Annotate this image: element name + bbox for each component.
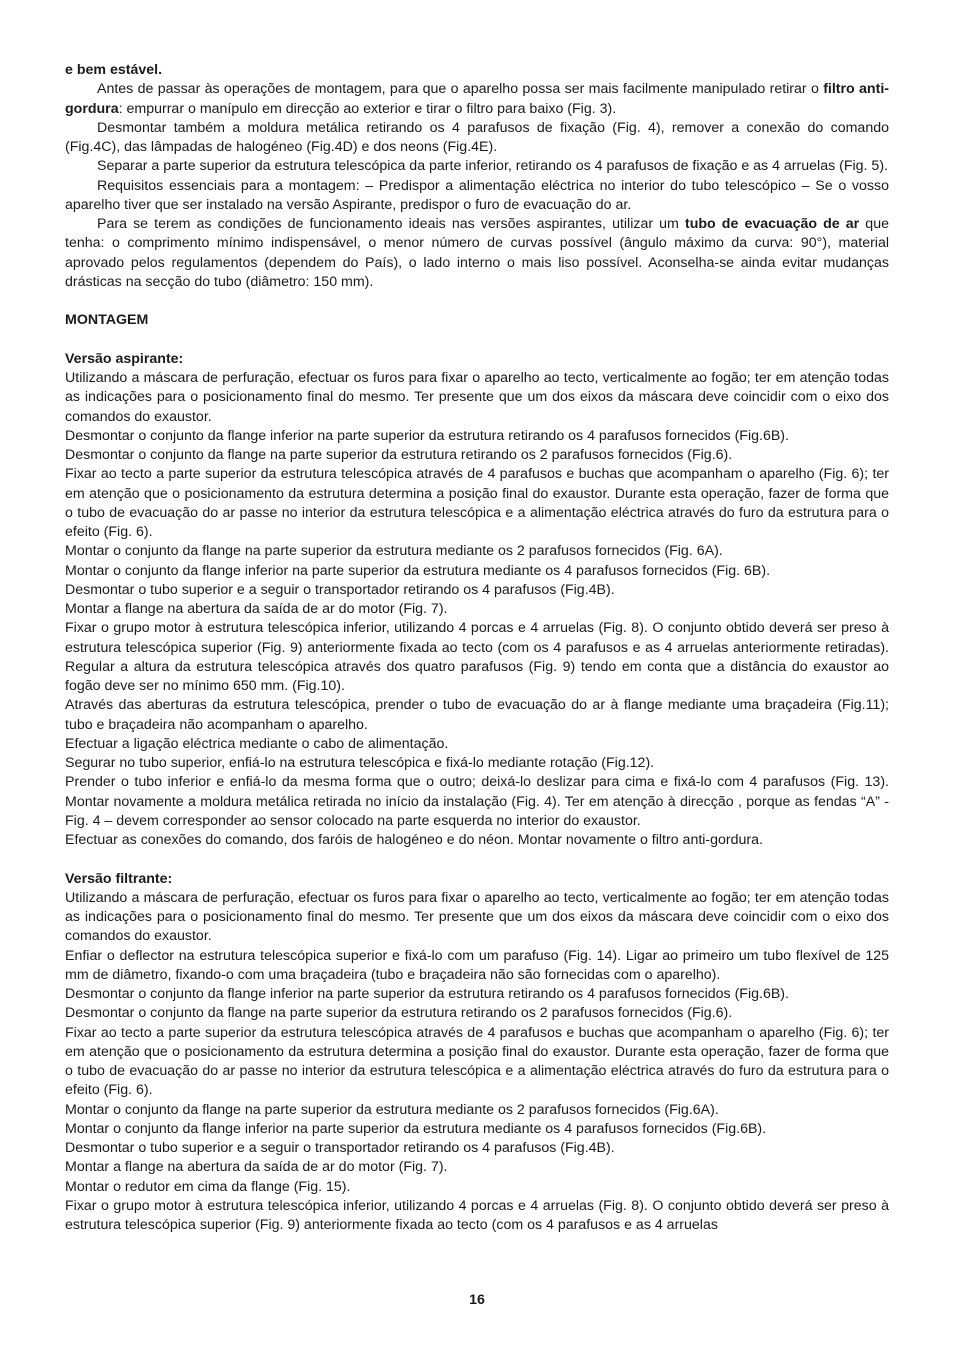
text-span: que tenha: o comprimento mínimo indispensável, o menor número de curvas possível (ângulo máximo da curva: 90°), material aprovado pelos regulamentos (dependem do País), o lado interno o mais liso possível. Aconselha-se ainda evitar mudanças drásticas na secção do tubo (diâmetro: 150 mm). <box>65 216 889 290</box>
instruction-paragraph: Fixar ao tecto a parte superior da estrutura telescópica através de 4 parafusos e buchas que acompanham o aparelho (Fig. 6); ter em atenção que o posicionamento da estrutura determina a posição final do exaustor. Durante esta operação, fazer de forma que o tubo de evacuação do ar passe no interior da estrutura telescópica e a alimentação eléctrica através do furo da estrutura para o efeito (Fig. 6). <box>65 1024 889 1099</box>
instruction-paragraph: Montar a flange na abertura da saída de ar do motor (Fig. 7). <box>65 1159 448 1176</box>
instruction-paragraph: Desmontar o tubo superior e a seguir o transportador retirando os 4 parafusos (Fig.4B). <box>65 1140 615 1156</box>
instruction-paragraph: Utilizando a máscara de perfuração, efectuar os furos para fixar o aparelho ao tecto, verticalmente ao fogão; ter em atenção todas as indicações para o posicionamento final do mesmo. Ter presente que um dos eixos da máscara deve coincidir com o eixo dos comandos do exaustor. <box>65 370 889 425</box>
paragraph-exhaust-tube <box>65 215 889 292</box>
text-span: Antes de passar às operações de montagem, para que o aparelho possa ser mais facilmente manipulado retirar o <box>97 81 824 98</box>
instruction-paragraph: Fixar o grupo motor à estrutura telescópica inferior, utilizando 4 porcas e 4 arruelas (Fig. 8). O conjunto obtido deverá ser preso à estrutura telescópica superior (Fig. 9) anteriormente fixada ao tecto (com os 4 parafusos e as 4 arruelas anteriormente retiradas). Regular a altura da estrutura telescópica através dos quatro parafusos (Fig. 9) tendo em conta que a distância do exaustor ao fogão deve ser no mínimo 650 mm. (Fig.10). <box>65 620 889 694</box>
instruction-paragraph: Fixar o grupo motor à estrutura telescópica inferior, utilizando 4 porcas e 4 arruelas (Fig. 8). O conjunto obtido deverá ser preso à estrutura telescópica superior (Fig. 9) anteriormente fixada ao tecto (com os 4 parafusos e as 4 arruelas <box>65 1197 889 1233</box>
instruction-paragraph: Desmontar o conjunto da flange inferior na parte superior da estrutura retirando os 4 parafusos fornecidos (Fig.6B). <box>65 986 789 1002</box>
aspirante-instructions <box>65 369 889 850</box>
instruction-paragraph: Desmontar o conjunto da flange inferior na parte superior da estrutura retirando os 4 parafusos fornecidos (Fig.6B). <box>65 427 789 444</box>
instruction-paragraph: Fixar ao tecto a parte superior da estrutura telescópica através de 4 parafusos e buchas que acompanham o aparelho (Fig. 6); ter em atenção que o posicionamento da estrutura determina a posição final do exaustor. Durante esta operação, fazer de forma que o tubo de evacuação do ar passe no interior da estrutura telescópica e a alimentação eléctrica através do furo da estrutura para o efeito (Fig. 6). <box>65 466 889 540</box>
subsection-title-aspirante: Versão aspirante: <box>65 350 184 367</box>
spacer <box>65 850 889 869</box>
filtrante-instructions <box>65 889 889 1236</box>
intro-heading: e bem estável. <box>65 62 163 78</box>
document-page <box>65 61 889 1235</box>
instruction-paragraph: Montar o conjunto da flange na parte superior da estrutura mediante os 2 parafusos fornecidos (Fig. 6A). <box>65 543 723 560</box>
paragraph-structure-separation: Separar a parte superior da estrutura telescópica da parte inferior, retirando os 4 parafusos de fixação e as 4 arruelas (Fig. 5). <box>97 158 888 175</box>
instruction-paragraph: Montar o conjunto da flange inferior na parte superior da estrutura mediante os 4 parafusos fornecidos (Fig. 6B). <box>65 562 771 579</box>
instruction-paragraph: Enfiar o deflector na estrutura telescópica superior e fixá-lo com um parafuso (Fig. 14). Ligar ao primeiro um tubo flexível de 125 mm de diâmetro, fixando-o com uma braçadeira (tubo e braçadeira não são fornecidas com o aparelho). <box>65 947 889 983</box>
instruction-paragraph: Desmontar o tubo superior e a seguir o transportador retirando os 4 parafusos (Fig.4B). <box>65 581 615 598</box>
spacer <box>65 331 889 350</box>
section-title-montagem: MONTAGEM <box>65 312 149 329</box>
instruction-paragraph: Através das aberturas da estrutura telescópica, prender o tubo de evacuação do ar à flange mediante uma braçadeira (Fig.11); tubo e braçadeira não acompanham o aparelho. <box>65 697 889 733</box>
text-span: Para se terem as condições de funcionamento ideais nas versões aspirantes, utilizar um <box>97 216 685 232</box>
instruction-paragraph: Montar o conjunto da flange inferior na parte superior da estrutura mediante os 4 parafusos fornecidos (Fig.6B). <box>65 1120 767 1137</box>
bold-term-filter: filtro anti-gordura <box>65 81 889 117</box>
page-number: 16 <box>469 1292 485 1308</box>
instruction-paragraph: Montar o conjunto da flange na parte superior da estrutura mediante os 2 parafusos fornecidos (Fig.6A). <box>65 1101 719 1118</box>
subsection-title-filtrante: Versão filtrante: <box>65 870 173 887</box>
paragraph-filter-removal <box>65 80 889 119</box>
instruction-paragraph: Segurar no tubo superior, enfiá-lo na estrutura telescópica e fixá-lo mediante rotação (Fig.12). <box>65 755 655 771</box>
instruction-paragraph: Desmontar o conjunto da flange na parte superior da estrutura retirando os 2 parafusos fornecidos (Fig.6). <box>65 447 733 463</box>
instruction-paragraph: Prender o tubo inferior e enfiá-lo da mesma forma que o outro; deixá-lo deslizar para cima e fixá-lo com 4 parafusos (Fig. 13). Montar novamente a moldura metálica retirada no início da instalação (Fig. 4). Ter em atenção à direcção , porque as fendas “A” - Fig. 4 – devem corresponder ao sensor colocado na parte esquerda no interior do exaustor. <box>65 774 889 829</box>
paragraph-frame-removal: Desmontar também a moldura metálica retirando os 4 parafusos de fixação (Fig. 4), remover a conexão do comando (Fig.4C), das lâmpadas de halogéneo (Fig.4D) e dos neons (Fig.4E). <box>65 119 889 155</box>
bold-term-exhaust-tube: tubo de evacuação de ar <box>684 216 860 232</box>
instruction-paragraph: Montar a flange na abertura da saída de ar do motor (Fig. 7). <box>65 601 448 617</box>
instruction-paragraph: Montar o redutor em cima da flange (Fig. 15). <box>65 1178 351 1195</box>
spacer <box>65 292 889 311</box>
instruction-paragraph: Utilizando a máscara de perfuração, efectuar os furos para fixar o aparelho ao tecto, verticalmente ao fogão; ter em atenção todas as indicações para o posicionamento final do mesmo. Ter presente que um dos eixos da máscara deve coincidir com o eixo dos comandos do exaustor. <box>65 889 889 945</box>
instruction-paragraph: Desmontar o conjunto da flange na parte superior da estrutura retirando os 2 parafusos fornecidos (Fig.6). <box>65 1005 733 1022</box>
paragraph-requirements: Requisitos essenciais para a montagem: – Predispor a alimentação eléctrica no interior do tubo telescópico – Se o vosso aparelho tiver que ser instalado na versão Aspirante, predispor o furo de evacuação do ar. <box>65 177 889 213</box>
instruction-paragraph: Efectuar a ligação eléctrica mediante o cabo de alimentação. <box>65 735 449 752</box>
instruction-paragraph: Efectuar as conexões do comando, dos faróis de halogéneo e do néon. Montar novamente o filtro anti-gordura. <box>65 832 763 848</box>
text-span: : empurrar o manípulo em direcção ao exterior e tirar o filtro para baixo (Fig. 3). <box>118 100 617 117</box>
